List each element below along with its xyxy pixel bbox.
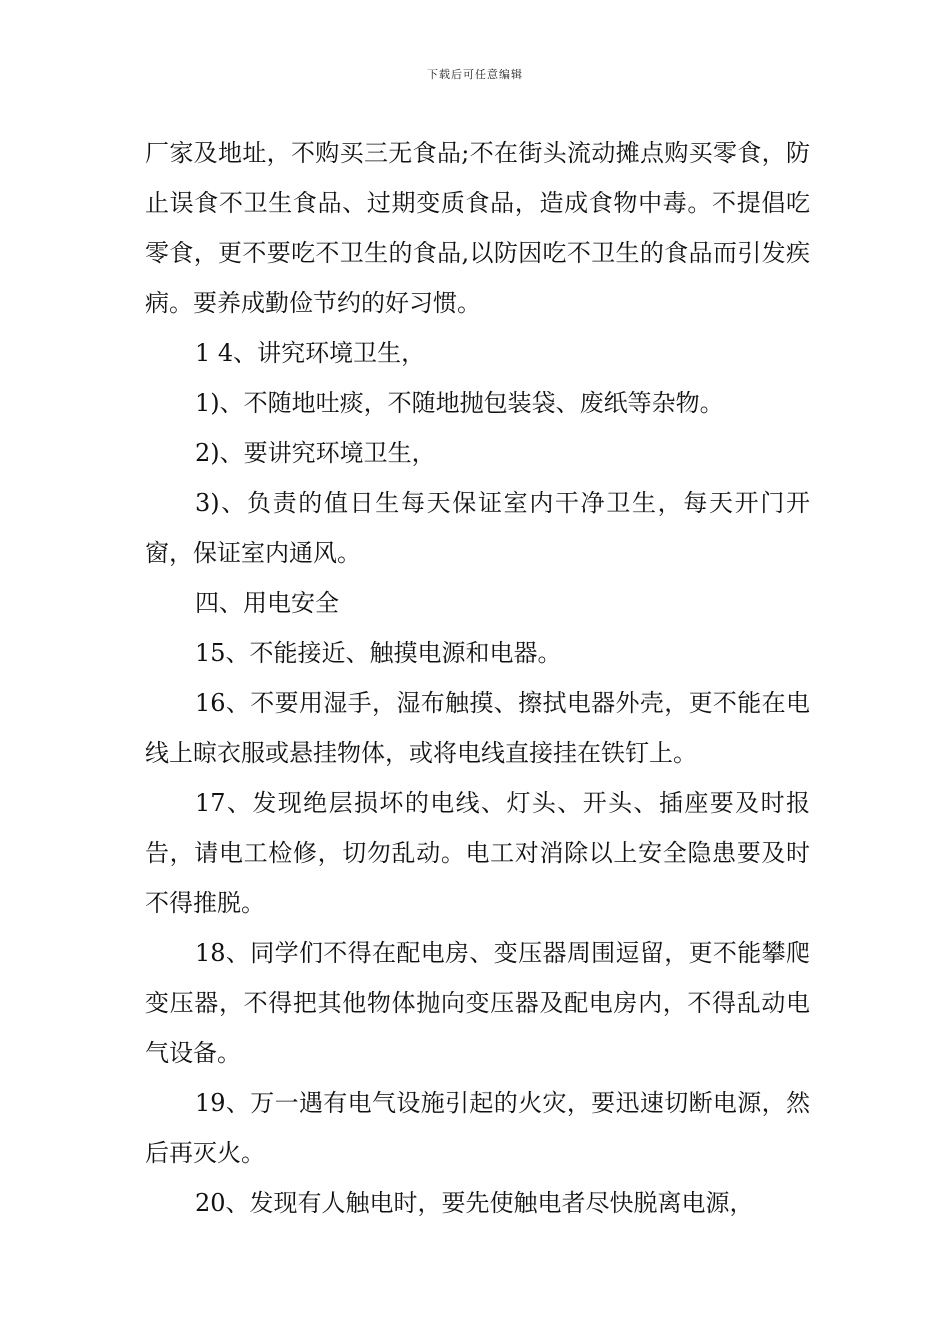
paragraph-rule-19: 19、万一遇有电气设施引起的火灾，要迅速切断电源，然后再灭火。 <box>145 1089 810 1167</box>
paragraph-environment-item-1: 1)、不随地吐痰，不随地抛包装袋、废纸等杂物。 <box>195 389 724 417</box>
page-header-note: 下载后可任意编辑 <box>427 68 523 81</box>
document-body <box>145 128 810 1228</box>
paragraph-environment-item-2: 2)、要讲究环境卫生， <box>195 439 436 467</box>
paragraph-food-safety-continued: 厂家及地址，不购买三无食品;不在街头流动摊点购买零食，防止误食不卫生食品、过期变质食品，造成食物中毒。不提倡吃零食，更不要吃不卫生的食品,以防因吃不卫生的食品而引发疾病。要养成勤俭节约的好习惯。 <box>145 139 810 317</box>
paragraph-rule-18: 18、同学们不得在配电房、变压器周围逗留，更不能攀爬变压器，不得把其他物体抛向变压器及配电房内，不得乱动电气设备。 <box>145 939 810 1067</box>
paragraph-environment-item-3: 3)、负责的值日生每天保证室内干净卫生，每天开门开窗，保证室内通风。 <box>145 489 810 567</box>
section-heading-electric-safety: 四、用电安全 <box>195 589 339 617</box>
paragraph-rule-16: 16、不要用湿手，湿布触摸、擦拭电器外壳，更不能在电线上晾衣服或悬挂物体，或将电线直接挂在铁钉上。 <box>145 689 810 767</box>
paragraph-rule-15: 15、不能接近、触摸电源和电器。 <box>195 639 562 667</box>
paragraph-environment-heading: 1 4、讲究环境卫生， <box>195 339 426 367</box>
paragraph-rule-17: 17、发现绝层损坏的电线、灯头、开头、插座要及时报告，请电工检修，切勿乱动。电工对消除以上安全隐患要及时不得推脱。 <box>145 789 810 917</box>
paragraph-rule-20: 20、发现有人触电时，要先使触电者尽快脱离电源， <box>195 1189 754 1217</box>
